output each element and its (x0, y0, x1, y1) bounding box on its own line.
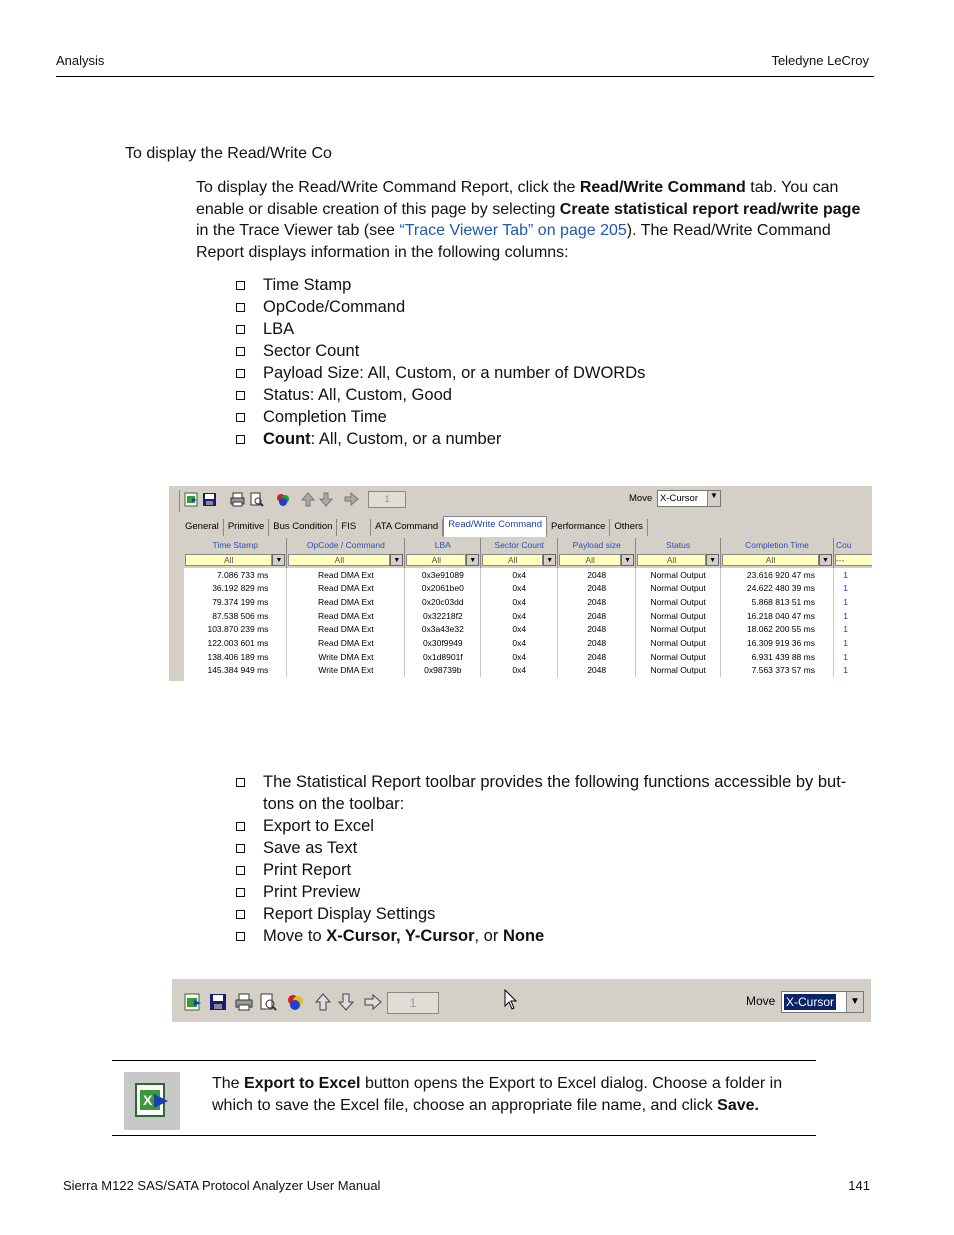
table-cell: Read DMA Ext (287, 581, 405, 595)
table-cell: Normal Output (636, 609, 721, 623)
table-row[interactable] (184, 636, 872, 650)
tab-general[interactable]: General (181, 519, 224, 536)
table-cell: 7.086 733 ms (184, 568, 287, 582)
table-cell: 1 (833, 650, 872, 664)
column-header[interactable]: Payload size (558, 538, 636, 552)
table-row[interactable] (184, 664, 872, 678)
filter-dropdown[interactable]: All ▼ (482, 554, 556, 566)
table-cell: 1 (833, 622, 872, 636)
table-cell: 36.192 829 ms (184, 581, 287, 595)
filter-dropdown[interactable]: All ▼ (288, 554, 403, 566)
table-row[interactable] (184, 622, 872, 636)
svg-text:X: X (143, 1092, 153, 1108)
mouse-pointer-icon (504, 989, 518, 1011)
table-cell: 1 (833, 609, 872, 623)
move-select[interactable]: X-Cursor ▼ (781, 991, 864, 1013)
table-cell: 1 (833, 581, 872, 595)
table-cell: 2048 (558, 664, 636, 678)
list-item: Save as Text (236, 837, 872, 859)
move-label: Move (629, 493, 653, 504)
toolbar-list (236, 771, 872, 947)
table-cell: 1 (833, 664, 872, 678)
table-cell: 24.622 480 39 ms (721, 581, 834, 595)
save-icon[interactable] (202, 492, 217, 507)
column-header[interactable]: OpCode / Command (287, 538, 405, 552)
list-item: Print Preview (236, 881, 872, 903)
column-header[interactable]: Cou (833, 538, 872, 552)
column-header[interactable]: Status (636, 538, 721, 552)
table-row[interactable] (184, 581, 872, 595)
table-cell: 122.003 601 ms (184, 636, 287, 650)
table-cell: 16.218 040 47 ms (721, 609, 834, 623)
table-cell: Normal Output (636, 581, 721, 595)
list-item: Completion Time (236, 406, 876, 428)
table-cell: 0x4 (481, 636, 558, 650)
table-row[interactable] (184, 595, 872, 609)
list-item: Report Display Settings (236, 903, 872, 925)
print-icon[interactable] (230, 492, 245, 507)
display-settings-icon[interactable] (275, 492, 290, 507)
table-cell: 0x4 (481, 568, 558, 582)
filter-dropdown[interactable]: All ▼ (185, 554, 285, 566)
table-cell: 0x4 (481, 664, 558, 678)
table-cell: 23.616 920 47 ms (721, 568, 834, 582)
table-cell: 0x4 (481, 595, 558, 609)
display-settings-icon[interactable] (286, 993, 304, 1011)
table-cell: 0x4 (481, 581, 558, 595)
columns-list (236, 274, 876, 450)
arrow-right-icon[interactable] (364, 993, 382, 1011)
arrow-down-icon[interactable] (337, 993, 355, 1011)
page-number: 141 (848, 1178, 870, 1193)
table-cell: 0x3e91089 (405, 568, 481, 582)
footer-left: Sierra M122 SAS/SATA Protocol Analyzer User Manual (63, 1178, 381, 1193)
header-right: Teledyne LeCroy (771, 53, 869, 68)
table-cell: 1 (833, 595, 872, 609)
column-header[interactable]: LBA (405, 538, 481, 552)
filter-dropdown[interactable]: --- (835, 554, 872, 566)
table-cell: Read DMA Ext (287, 568, 405, 582)
intro-paragraph: To display the Read/Write Command Report, click the Read/Write Command tab. You can enable or disable creation of this page by selecting Create statistical report read/write page in the Trace Viewer tab (see “Trace Viewer Tab” on page 205). The Read/Write Command Report displays information in the following columns: (196, 179, 861, 261)
tab-primitive[interactable]: Primitive (224, 519, 269, 536)
chevron-down-icon: ▼ (466, 554, 479, 566)
table-row[interactable] (184, 650, 872, 664)
note-top-rule (112, 1060, 816, 1061)
section-title: To display the Read/Write Co (125, 145, 332, 162)
header-left: Analysis (56, 53, 105, 68)
print-preview-icon[interactable] (259, 993, 277, 1011)
chevron-down-icon: ▼ (621, 554, 634, 566)
table-cell: 0x3a43e32 (405, 622, 481, 636)
header-rule (56, 76, 874, 77)
save-icon[interactable] (209, 993, 227, 1011)
list-item: Print Report (236, 859, 872, 881)
move-label: Move (746, 994, 776, 1008)
report-screenshot (169, 486, 872, 681)
tab-fis[interactable]: FIS (337, 519, 371, 536)
table-row[interactable] (184, 568, 872, 582)
tab-performance[interactable]: Performance (547, 519, 610, 536)
table-cell: 1 (833, 636, 872, 650)
table-cell: 16.309 919 36 ms (721, 636, 834, 650)
table-cell: Read DMA Ext (287, 609, 405, 623)
list-item: Move to X-Cursor, Y-Cursor, or None (236, 925, 872, 947)
list-item: Time Stamp (236, 274, 876, 296)
table-cell: 2048 (558, 595, 636, 609)
page-number-input[interactable]: 1 (368, 491, 406, 508)
filter-dropdown[interactable]: All ▼ (637, 554, 719, 566)
list-item: The Statistical Report toolbar provides the following functions accessible by but-tons on the toolbar: (236, 771, 872, 815)
table-cell: 145.384 949 ms (184, 664, 287, 678)
table-cell: 0x2061be0 (405, 581, 481, 595)
filter-dropdown[interactable]: All ▼ (722, 554, 832, 566)
list-item: Count: All, Custom, or a number (236, 428, 876, 450)
move-select[interactable]: X-Cursor ▼ (657, 490, 721, 507)
export-excel-icon[interactable] (184, 492, 199, 507)
table-cell: 0x4 (481, 609, 558, 623)
tab-others[interactable]: Others (610, 519, 648, 536)
tab-read-write-command[interactable]: Read/Write Command (443, 516, 547, 537)
table-cell: 0x98739b (405, 664, 481, 678)
tab-ata-command[interactable]: ATA Command (371, 519, 443, 536)
table-cell: 5.868 813 51 ms (721, 595, 834, 609)
table-cell: 7.563 373 57 ms (721, 664, 834, 678)
table-cell: 138.406 189 ms (184, 650, 287, 664)
table-cell: 2048 (558, 622, 636, 636)
export-excel-icon[interactable] (184, 993, 202, 1011)
table-cell: Read DMA Ext (287, 622, 405, 636)
export-excel-icon (124, 1072, 180, 1130)
table-cell: 0x1d8901f (405, 650, 481, 664)
column-header[interactable]: Completion Time (721, 538, 834, 552)
print-icon[interactable] (235, 993, 253, 1011)
note-text: The Export to Excel button opens the Export to Excel dialog. Choose a folder in which to save the Excel file, choose an appropriate file name, and click Save. (212, 1075, 783, 1114)
table-cell: Normal Output (636, 650, 721, 664)
trace-viewer-link[interactable]: “Trace Viewer Tab” on page 205 (399, 222, 627, 239)
chevron-down-icon: ▼ (846, 992, 863, 1012)
table-cell: 0x4 (481, 650, 558, 664)
list-item: Payload Size: All, Custom, or a number of DWORDs (236, 362, 876, 384)
filter-dropdown[interactable]: All ▼ (559, 554, 634, 566)
table-cell: 0x32218f2 (405, 609, 481, 623)
list-item: Sector Count (236, 340, 876, 362)
arrow-up-icon[interactable] (301, 492, 316, 507)
column-header[interactable]: Time Stamp (184, 538, 287, 552)
table-cell: 103.870 239 ms (184, 622, 287, 636)
table-cell: Write DMA Ext (287, 664, 405, 678)
table-cell: 0x4 (481, 622, 558, 636)
table-cell: Read DMA Ext (287, 595, 405, 609)
table-row[interactable] (184, 609, 872, 623)
table-cell: Normal Output (636, 595, 721, 609)
table-cell: 2048 (558, 568, 636, 582)
list-item: LBA (236, 318, 876, 340)
print-preview-icon[interactable] (249, 492, 264, 507)
table-cell: Normal Output (636, 622, 721, 636)
table-cell: Normal Output (636, 664, 721, 678)
table-cell: 2048 (558, 636, 636, 650)
table-cell: 18.062 200 55 ms (721, 622, 834, 636)
table-cell: Write DMA Ext (287, 650, 405, 664)
chevron-down-icon: ▼ (819, 554, 832, 566)
chevron-down-icon: ▼ (390, 554, 403, 566)
toolbar-screenshot (172, 979, 871, 1022)
list-item: OpCode/Command (236, 296, 876, 318)
table-cell: 6.931 439 88 ms (721, 650, 834, 664)
list-item: Status: All, Custom, Good (236, 384, 876, 406)
report-table (184, 538, 872, 681)
table-cell: 2048 (558, 609, 636, 623)
list-item: Export to Excel (236, 815, 872, 837)
arrow-right-icon[interactable] (344, 492, 359, 507)
table-cell: 1 (833, 568, 872, 582)
report-tabs (181, 519, 648, 536)
table-cell: Read DMA Ext (287, 636, 405, 650)
note-bottom-rule (112, 1135, 816, 1136)
filter-dropdown[interactable]: All ▼ (406, 554, 479, 566)
table-cell: 0x30f9949 (405, 636, 481, 650)
table-cell: Normal Output (636, 568, 721, 582)
chevron-down-icon: ▼ (272, 554, 285, 566)
table-cell: 2048 (558, 650, 636, 664)
table-cell: 87.538 506 ms (184, 609, 287, 623)
chevron-down-icon: ▼ (707, 491, 720, 506)
chevron-down-icon: ▼ (543, 554, 556, 566)
page-number-input[interactable]: 1 (387, 992, 439, 1014)
column-header[interactable]: Sector Count (481, 538, 558, 552)
table-cell: Normal Output (636, 636, 721, 650)
table-cell: 2048 (558, 581, 636, 595)
table-cell: 0x20c03dd (405, 595, 481, 609)
table-cell: 79.374 199 ms (184, 595, 287, 609)
chevron-down-icon: ▼ (706, 554, 719, 566)
arrow-down-icon[interactable] (319, 492, 334, 507)
arrow-up-icon[interactable] (314, 993, 332, 1011)
tab-bus-condition[interactable]: Bus Condition (269, 519, 337, 536)
